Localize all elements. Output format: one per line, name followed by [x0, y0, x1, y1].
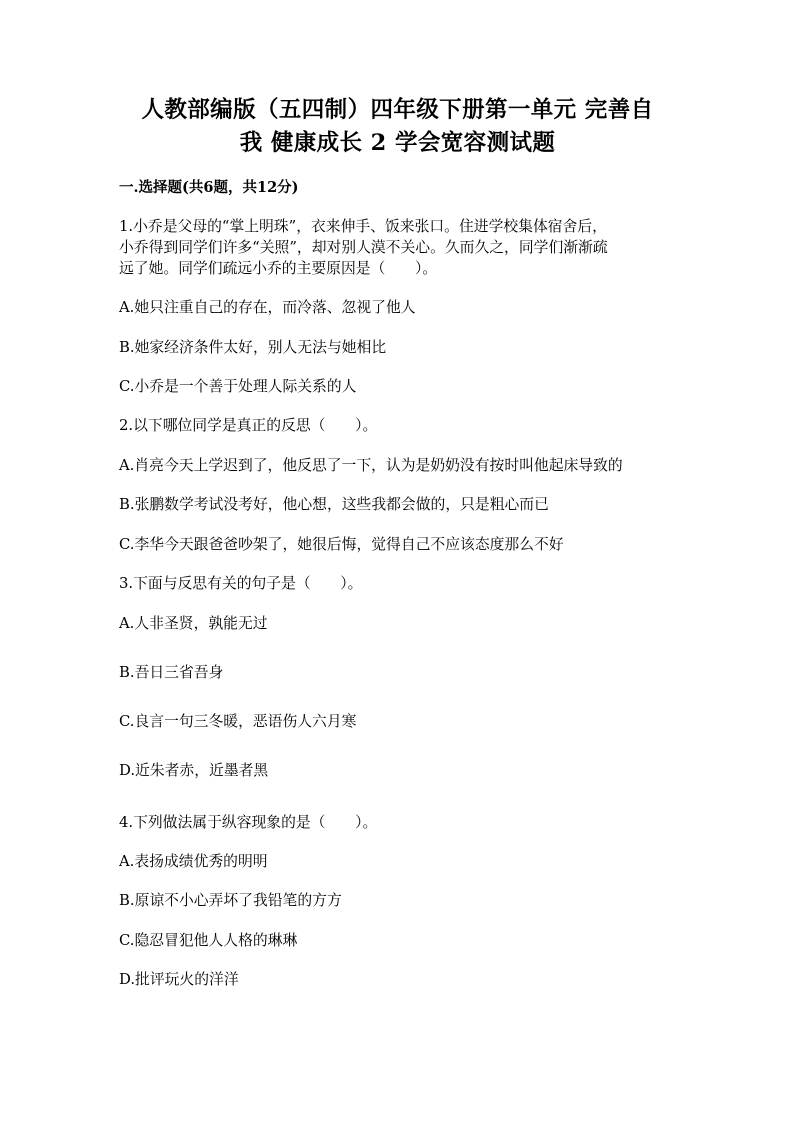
- question-1-stem-line: 小乔得到同学们许多“关照”，却对别人漠不关心。久而久之，同学们渐渐疏: [119, 239, 608, 256]
- page-title: [115, 94, 680, 160]
- question-3-stem: 3.下面与反思有关的句子是（ ）。: [119, 575, 363, 592]
- question-4-stem: 4.下列做法属于纵容现象的是（ ）。: [119, 814, 378, 831]
- question-1-stem: [119, 216, 679, 279]
- question-1-stem-line: 1.小乔是父母的“掌上明珠”，衣来伸手、饭来张口。住进学校集体宿舍后，: [119, 218, 607, 235]
- question-1-option-b: B.她家经济条件太好，别人无法与她相比: [119, 339, 387, 356]
- question-4-option-b: B.原谅不小心弄坏了我铅笔的方方: [119, 892, 342, 909]
- question-1-option-a: A.她只注重自己的存在，而冷落、忽视了他人: [119, 299, 416, 316]
- title-line-2: 我 健康成长 2 学会宽容测试题: [239, 130, 556, 156]
- title-line-1: 人教部编版（五四制）四年级下册第一单元 完善自: [141, 97, 654, 123]
- question-4-option-c: C.隐忍冒犯他人人格的琳琳: [119, 932, 298, 949]
- section-heading: 一.选择题(共6题，共12分): [119, 179, 299, 196]
- question-1-option-c: C.小乔是一个善于处理人际关系的人: [119, 378, 357, 395]
- question-3-option-c: C.良言一句三冬暖，恶语伤人六月寒: [119, 713, 357, 730]
- question-4-option-d: D.批评玩火的洋洋: [119, 971, 239, 988]
- question-2-stem: 2.以下哪位同学是真正的反思（ ）。: [119, 417, 378, 434]
- question-2-option-a: A.肖亮今天上学迟到了，他反思了一下，认为是奶奶没有按时叫他起床导致的: [119, 457, 623, 474]
- question-3-option-d: D.近朱者赤，近墨者黑: [119, 762, 269, 779]
- question-1-stem-line: 远了她。同学们疏远小乔的主要原因是（ ）。: [119, 260, 438, 277]
- question-4-option-a: A.表扬成绩优秀的明明: [119, 853, 268, 870]
- question-2-option-c: C.李华今天跟爸爸吵架了，她很后悔，觉得自己不应该态度那么不好: [119, 536, 564, 553]
- question-3-option-a: A.人非圣贤，孰能无过: [119, 615, 268, 632]
- question-3-option-b: B.吾日三省吾身: [119, 664, 224, 681]
- question-2-option-b: B.张鹏数学考试没考好，他心想，这些我都会做的，只是粗心而已: [119, 496, 549, 513]
